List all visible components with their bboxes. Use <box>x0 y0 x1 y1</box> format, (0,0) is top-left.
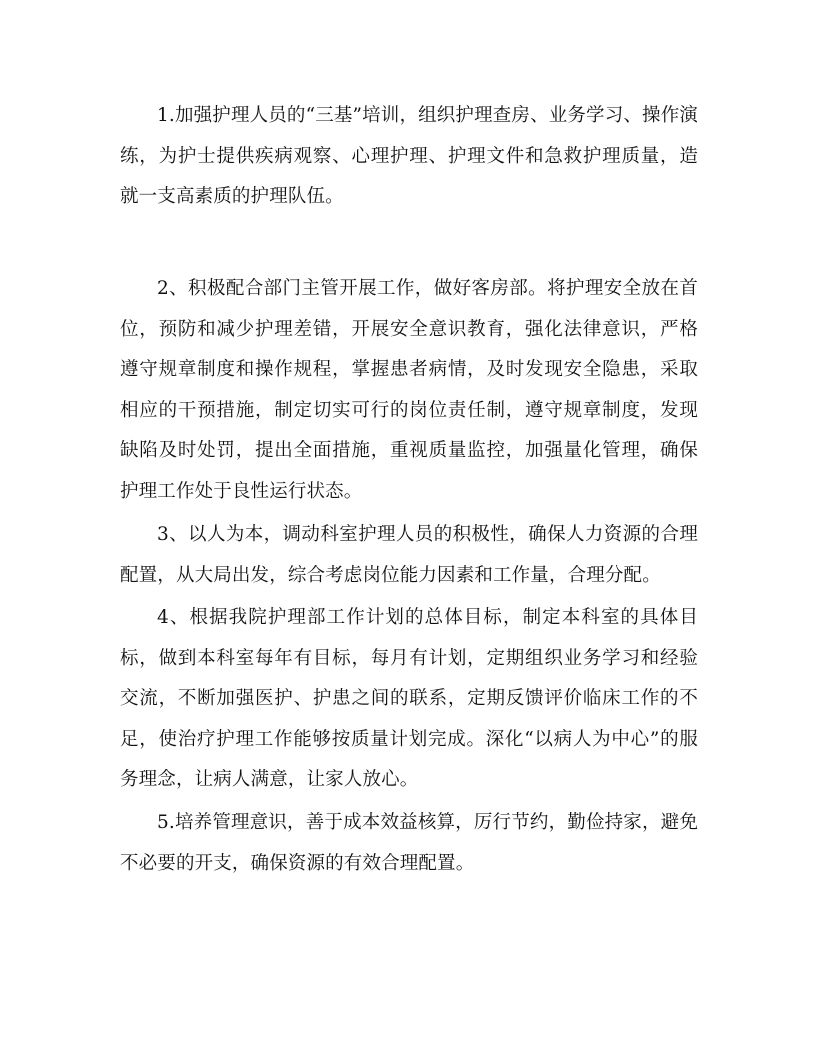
paragraph-3: 3、以人为本，调动科室护理人员的积极性，确保人力资源的合理配置，从大局出发，综合考虑岗位能力因素和工作量，合理分配。 <box>120 524 698 586</box>
paragraph-5: 5.培养管理意识，善于成本效益核算，厉行节约，勤俭持家，避免不必要的开支，确保资源的有效合理配置。 <box>120 812 698 874</box>
paragraph-1: 1.加强护理人员的“三基”培训，组织护理查房、业务学习、操作演练，为护士提供疾病观察、心理护理、护理文件和急救护理质量，造就一支高素质的护理队伍。 <box>120 105 698 207</box>
paragraph-4: 4、根据我院护理部工作计划的总体目标，制定本科室的具体目标，做到本科室每年有目标，每月有计划，定期组织业务学习和经验交流，不断加强医护、护患之间的联系，定期反馈评价临床工作的不足，使治疗护理工作能够按质量计划完成。深化“以病人为中心”的服务理念，让病人满意，让家人放心。 <box>120 607 698 790</box>
paragraph-2: 2、积极配合部门主管开展工作，做好客房部。将护理安全放在首位，预防和减少护理差错，开展安全意识教育，强化法律意识，严格遵守规章制度和操作规程，掌握患者病情，及时发现安全隐患，采取相应的干预措施，制定切实可行的岗位责任制，遵守规章制度，发现缺陷及时处罚，提出全面措施，重视质量监控，加强量化管理，确保护理工作处于良性运行状态。 <box>120 278 698 502</box>
